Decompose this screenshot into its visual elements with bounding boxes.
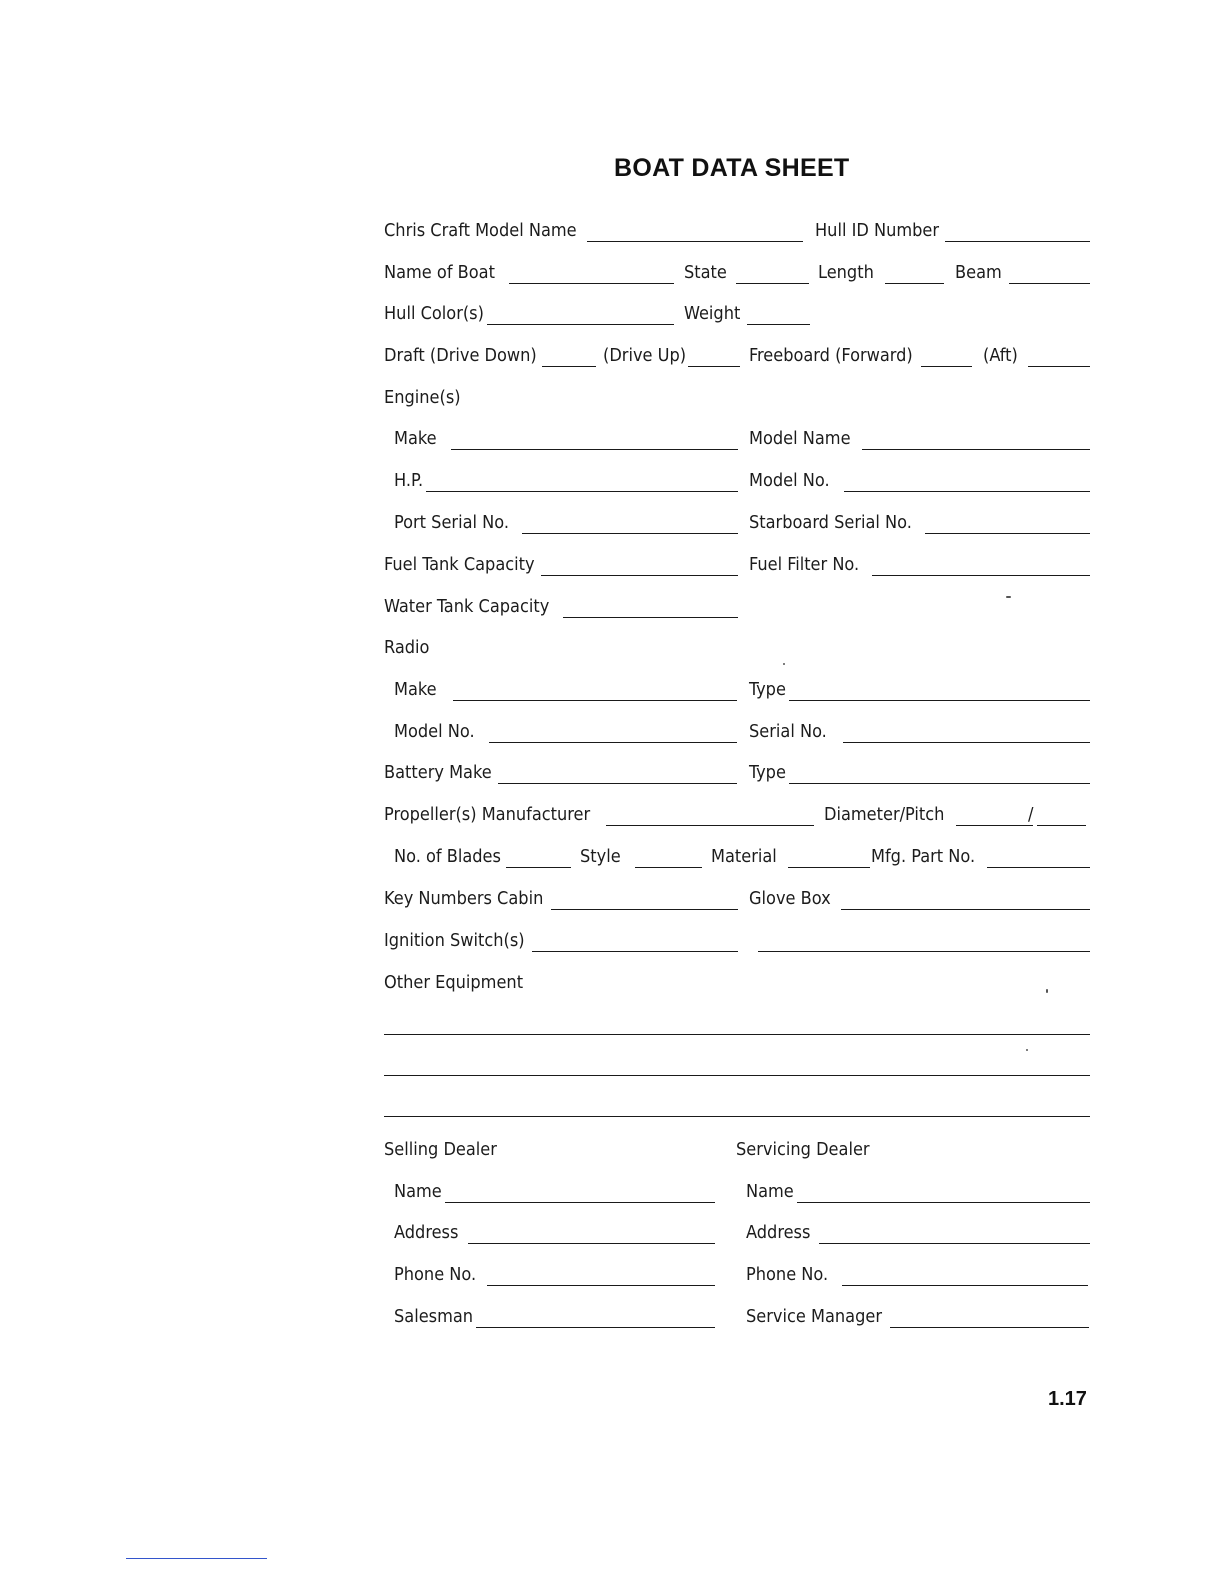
fuel-tank-field[interactable]	[541, 575, 738, 576]
radio-make-field[interactable]	[453, 700, 737, 701]
propeller-mfr-field[interactable]	[606, 825, 814, 826]
radio-type-field[interactable]	[789, 700, 1090, 701]
style-field[interactable]	[635, 867, 702, 868]
radio-model-no-label: Model No.	[394, 721, 475, 742]
drive-up-label: (Drive Up)	[603, 345, 687, 366]
material-field[interactable]	[788, 867, 870, 868]
scan-speck	[1046, 989, 1048, 993]
radio-serial-field[interactable]	[843, 742, 1090, 743]
battery-make-field[interactable]	[498, 783, 737, 784]
water-tank-label: Water Tank Capacity	[384, 596, 550, 617]
other-equipment-line-3[interactable]	[384, 1116, 1090, 1117]
port-serial-label: Port Serial No.	[394, 512, 509, 533]
draft-down-label: Draft (Drive Down)	[384, 345, 537, 366]
scan-speck	[1006, 596, 1011, 598]
diameter-field[interactable]	[956, 825, 1033, 826]
engine-model-name-field[interactable]	[862, 449, 1090, 450]
other-equipment-line-1[interactable]	[384, 1034, 1090, 1035]
aft-field[interactable]	[1028, 366, 1090, 367]
aft-label: (Aft)	[983, 345, 1018, 366]
salesman-field[interactable]	[476, 1327, 715, 1328]
servicing-address-field[interactable]	[819, 1243, 1090, 1244]
page-number: 1.17	[1048, 1388, 1087, 1410]
engine-make-field[interactable]	[451, 449, 738, 450]
battery-make-label: Battery Make	[384, 762, 492, 783]
hp-field[interactable]	[426, 491, 738, 492]
battery-type-label: Type	[749, 762, 786, 783]
hull-colors-field[interactable]	[487, 324, 674, 325]
drive-up-field[interactable]	[688, 366, 740, 367]
boat-name-label: Name of Boat	[384, 262, 495, 283]
footer-rule	[126, 1558, 267, 1559]
engine-make-label: Make	[394, 428, 437, 449]
beam-label: Beam	[955, 262, 1002, 283]
state-field[interactable]	[736, 283, 809, 284]
selling-address-label: Address	[394, 1222, 459, 1243]
servicing-address-label: Address	[746, 1222, 811, 1243]
boat-name-field[interactable]	[509, 283, 674, 284]
propeller-mfr-label: Propeller(s) Manufacturer	[384, 804, 591, 825]
servicing-name-field[interactable]	[797, 1202, 1090, 1203]
service-manager-field[interactable]	[890, 1327, 1089, 1328]
other-equipment-line-2[interactable]	[384, 1075, 1090, 1076]
page-title: BOAT DATA SHEET	[614, 154, 850, 182]
diameter-pitch-slash: /	[1028, 804, 1034, 825]
state-label: State	[684, 262, 727, 283]
hp-label: H.P.	[394, 470, 424, 491]
material-label: Material	[711, 846, 777, 867]
fuel-tank-label: Fuel Tank Capacity	[384, 554, 535, 575]
engines-heading: Engine(s)	[384, 387, 461, 408]
selling-phone-label: Phone No.	[394, 1264, 477, 1285]
glove-box-label: Glove Box	[749, 888, 831, 909]
starboard-serial-label: Starboard Serial No.	[749, 512, 912, 533]
port-serial-field[interactable]	[522, 533, 738, 534]
freeboard-forward-label: Freeboard (Forward)	[749, 345, 913, 366]
draft-down-field[interactable]	[542, 366, 596, 367]
scan-speck	[783, 663, 785, 665]
servicing-dealer-heading: Servicing Dealer	[736, 1139, 870, 1160]
servicing-phone-label: Phone No.	[746, 1264, 829, 1285]
ignition-field-2[interactable]	[758, 951, 1090, 952]
servicing-name-label: Name	[746, 1181, 794, 1202]
key-cabin-field[interactable]	[551, 909, 738, 910]
engine-model-no-label: Model No.	[749, 470, 830, 491]
fuel-filter-label: Fuel Filter No.	[749, 554, 860, 575]
engine-model-no-field[interactable]	[844, 491, 1090, 492]
diameter-pitch-label: Diameter/Pitch	[824, 804, 945, 825]
radio-type-label: Type	[749, 679, 786, 700]
salesman-label: Salesman	[394, 1306, 474, 1327]
model-name-label: Chris Craft Model Name	[384, 220, 577, 241]
fuel-filter-field[interactable]	[872, 575, 1090, 576]
selling-name-field[interactable]	[445, 1202, 715, 1203]
servicing-phone-field[interactable]	[842, 1285, 1088, 1286]
ignition-label: Ignition Switch(s)	[384, 930, 525, 951]
battery-type-field[interactable]	[789, 783, 1090, 784]
blades-field[interactable]	[506, 867, 571, 868]
beam-field[interactable]	[1009, 283, 1090, 284]
style-label: Style	[580, 846, 621, 867]
hull-id-field[interactable]	[945, 241, 1090, 242]
length-label: Length	[818, 262, 874, 283]
hull-id-label: Hull ID Number	[815, 220, 940, 241]
selling-dealer-heading: Selling Dealer	[384, 1139, 497, 1160]
starboard-serial-field[interactable]	[925, 533, 1090, 534]
pitch-field[interactable]	[1037, 825, 1086, 826]
service-manager-label: Service Manager	[746, 1306, 882, 1327]
radio-heading: Radio	[384, 637, 430, 658]
water-tank-field[interactable]	[563, 617, 738, 618]
ignition-field-1[interactable]	[532, 951, 738, 952]
selling-name-label: Name	[394, 1181, 442, 1202]
weight-label: Weight	[684, 303, 741, 324]
model-name-field[interactable]	[587, 241, 803, 242]
freeboard-forward-field[interactable]	[921, 366, 972, 367]
mfg-part-label: Mfg. Part No.	[871, 846, 976, 867]
selling-phone-field[interactable]	[487, 1285, 715, 1286]
radio-serial-label: Serial No.	[749, 721, 827, 742]
engine-model-name-label: Model Name	[749, 428, 851, 449]
key-cabin-label: Key Numbers Cabin	[384, 888, 544, 909]
mfg-part-field[interactable]	[987, 867, 1090, 868]
blades-label: No. of Blades	[394, 846, 501, 867]
selling-address-field[interactable]	[468, 1243, 715, 1244]
other-equipment-label: Other Equipment	[384, 972, 524, 993]
glove-box-field[interactable]	[841, 909, 1090, 910]
hull-colors-label: Hull Color(s)	[384, 303, 484, 324]
length-field[interactable]	[885, 283, 944, 284]
radio-model-no-field[interactable]	[489, 742, 737, 743]
scan-speck	[1026, 1049, 1028, 1051]
weight-field[interactable]	[747, 324, 810, 325]
radio-make-label: Make	[394, 679, 437, 700]
